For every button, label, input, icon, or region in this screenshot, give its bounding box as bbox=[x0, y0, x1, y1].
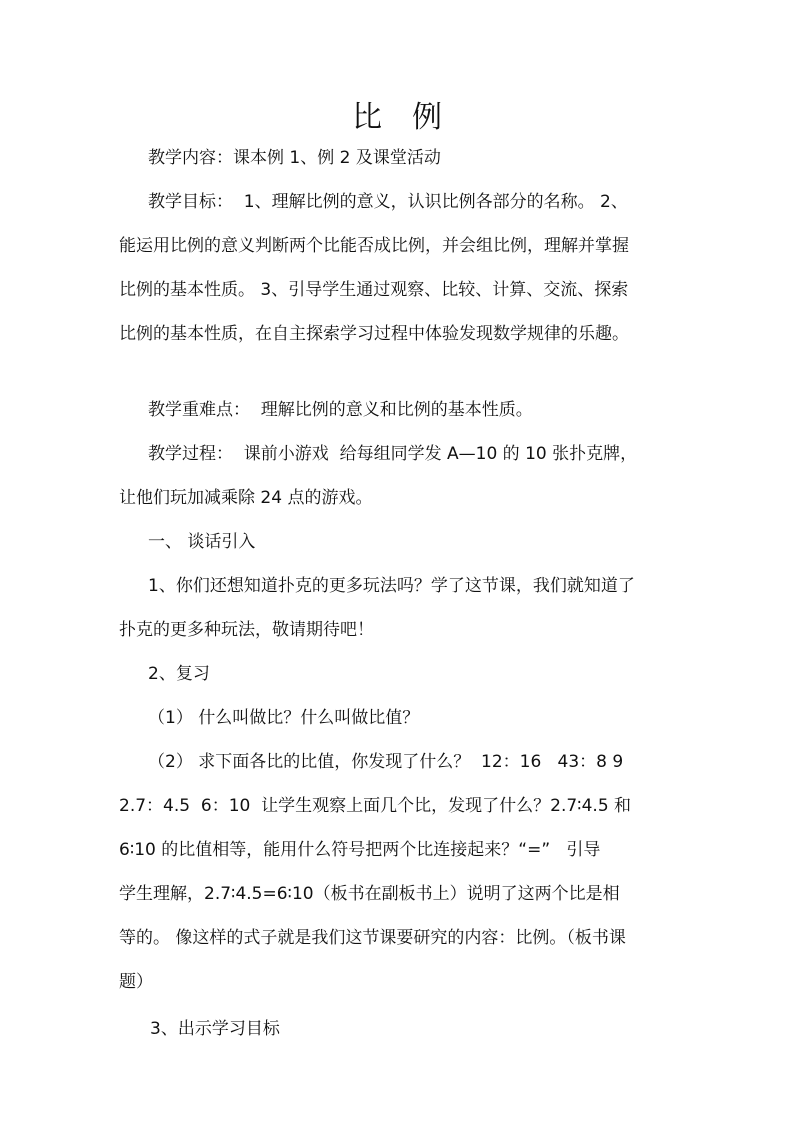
text-line: 比例的基本性质。 3、引导学生通过观察、比较、计算、交流、探索 bbox=[119, 280, 629, 300]
text-line: （2） 求下面各比的比值，你发现了什么？ 12：16 43：8 9 bbox=[148, 752, 624, 772]
text-line: 等的。 像这样的式子就是我们这节课要研究的内容：比例。（板书课 bbox=[119, 928, 626, 948]
text-line: 让他们玩加减乘除 24 点的游戏。 bbox=[119, 488, 373, 508]
section-heading: 2、复习 bbox=[148, 664, 210, 684]
text-line: 6∶10 的比值相等，能用什么符号把两个比连接起来？“=” 引导 bbox=[119, 840, 601, 860]
text-line: 题） bbox=[119, 972, 153, 992]
text-line: 教学内容：课本例 1、例 2 及课堂活动 bbox=[148, 148, 441, 168]
text-line: 2.7：4.5 6：10 让学生观察上面几个比，发现了什么？2.7∶4.5 和 bbox=[119, 796, 632, 816]
text-line: 学生理解，2.7∶4.5=6∶10（板书在副板书上）说明了这两个比是相 bbox=[119, 884, 620, 904]
section-heading: 3、出示学习目标 bbox=[150, 1019, 280, 1039]
text-line: 比例的基本性质，在自主探索学习过程中体验发现数学规律的乐趣。 bbox=[119, 324, 629, 344]
text-line: 1、你们还想知道扑克的更多玩法吗？学了这节课，我们就知道了 bbox=[148, 576, 635, 596]
text-line: 扑克的更多种玩法，敬请期待吧！ bbox=[119, 620, 374, 640]
text-line: 教学重难点： 理解比例的意义和比例的基本性质。 bbox=[148, 400, 533, 420]
text-line: 教学过程： 课前小游戏 给每组同学发 A—10 的 10 张扑克牌， bbox=[148, 444, 638, 464]
text-line: （1） 什么叫做比？什么叫做比值？ bbox=[148, 708, 420, 728]
text-line: 能运用比例的意义判断两个比能否成比例，并会组比例，理解并掌握 bbox=[119, 236, 629, 256]
document-title: 比 例 bbox=[352, 100, 442, 135]
section-heading: 一、 谈话引入 bbox=[148, 532, 256, 552]
text-line: 教学目标： 1、理解比例的意义，认识比例各部分的名称。 2、 bbox=[148, 192, 628, 212]
